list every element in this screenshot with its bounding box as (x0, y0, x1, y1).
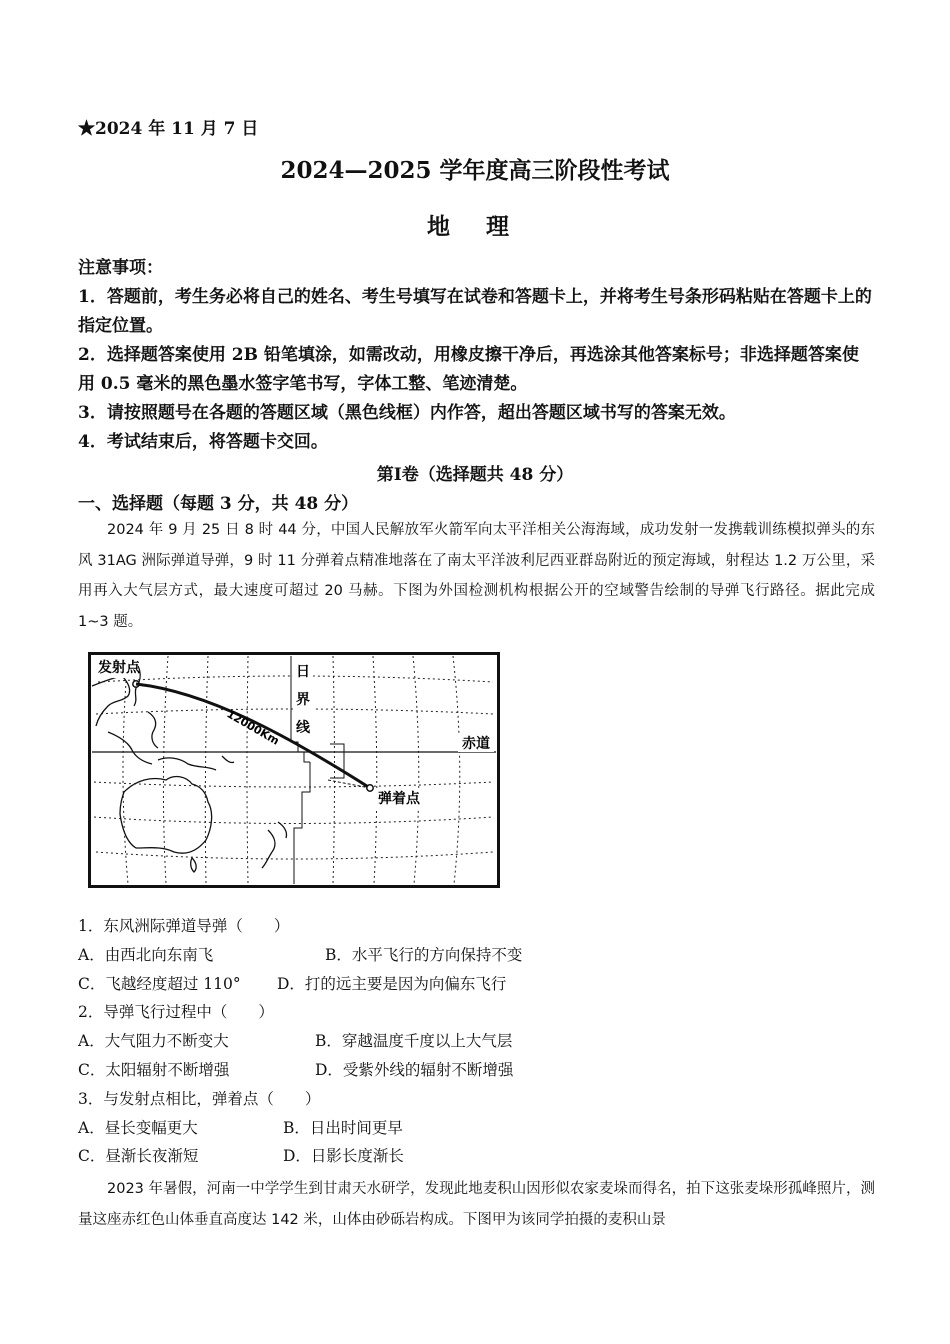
option-c[interactable]: C．飞越经度超过 110° (78, 974, 241, 993)
questions-block (78, 912, 875, 1171)
option-c[interactable]: C．太阳辐射不断增强 (78, 1060, 230, 1079)
volume-title: 第Ⅰ卷（选择题共 48 分） (376, 465, 574, 485)
option-a[interactable]: A．由西北向东南飞 (78, 945, 214, 964)
question-3-stem: 3．与发射点相比，弹着点（ ） (78, 1089, 321, 1108)
note-item: 1．答题前，考生务必将自己的姓名、考生号填写在试卷和答题卡上，并将考生号条形码粘贴在答题卡上的指定位置。 (78, 287, 872, 336)
option-b[interactable]: B．水平飞行的方向保持不变 (325, 945, 523, 964)
question-stem (78, 912, 875, 941)
option-a[interactable]: A．昼长变幅更大 (78, 1118, 198, 1137)
option-row (78, 1114, 875, 1143)
note-item: 3．请按照题号在各题的答题区域（黑色线框）内作答，超出答题区域书写的答案无效。 (78, 403, 736, 423)
question-stem (78, 1085, 875, 1114)
dateline-label (296, 664, 311, 736)
intro-text: 2024 年 9 月 25 日 8 时 44 分，中国人民解放军火箭军向太平洋相关公海海域，成功发射一发携载训练模拟弹头的东风 31AG 洲际弹道导弹，9 时 11 分弹着点精准地落在了南太平洋波利尼西亚群岛附近的预定海域，射程达 1.2 万公里，采用再入大气层方式，最大速度可超过 20 马赫。下图为外国检测机构根据公开的空域警告绘制的导弹飞行路径。据此完成 1~3 题。 (78, 522, 875, 630)
note-item: 4．考试结束后，将答题卡交回。 (78, 432, 328, 452)
impact-point-marker (367, 785, 373, 791)
equator-label: 赤道 (462, 736, 490, 752)
exam-date: ★2024 年 11 月 7 日 (78, 119, 259, 139)
option-d[interactable]: D．打的远主要是因为向偏东飞行 (277, 974, 507, 993)
svg-text:日: 日 (296, 664, 310, 680)
question-1-stem: 1．东风洲际弹道导弹（ ） (78, 917, 290, 935)
option-a[interactable]: A．大气阻力不断变大 (78, 1032, 229, 1051)
intro-paragraph-2 (78, 1174, 875, 1235)
intro-paragraph (78, 515, 875, 637)
subject-title: 地 理 (426, 213, 523, 240)
svg-text:线: 线 (296, 720, 310, 736)
note-item: 2．选择题答案使用 2B 铅笔填涂，如需改动，用橡皮擦干净后，再选涂其他答案标号；非选择题答案使用 0.5 毫米的黑色墨水签字笔书写，字体工整、笔迹清楚。 (78, 345, 859, 394)
option-row (78, 941, 875, 970)
question-2-stem: 2．导弹飞行过程中（ ） (78, 1003, 274, 1022)
option-d[interactable]: D．受紫外线的辐射不断增强 (315, 1060, 514, 1079)
option-row (78, 1142, 875, 1171)
notes-section (78, 254, 875, 457)
section-title: 一、选择题（每题 3 分，共 48 分） (78, 494, 359, 514)
intro-text-2: 2023 年暑假，河南一中学学生到甘肃天水研学，发现此地麦积山因形似农家麦垛而得名，拍下这张麦垛形孤峰照片，测量这座赤红色山体垂直高度达 142 米，山体由砂砾岩构成。下图甲为该同学拍摄的麦积山景 (78, 1181, 875, 1228)
question-stem (78, 998, 875, 1027)
option-d[interactable]: D．日影长度渐长 (283, 1147, 404, 1166)
exam-title: 2024—2025 学年度高三阶段性考试 (280, 157, 670, 184)
option-row (78, 970, 875, 999)
option-c[interactable]: C．昼渐长夜渐短 (78, 1147, 199, 1166)
option-row (78, 1056, 875, 1085)
impact-label: 弹着点 (378, 791, 420, 807)
option-row (78, 1027, 875, 1056)
distance-label: 12000Km (224, 707, 282, 748)
launch-label: 发射点 (98, 660, 140, 676)
option-b[interactable]: B．日出时间更早 (283, 1118, 403, 1137)
notes-heading: 注意事项： (78, 258, 163, 278)
option-b[interactable]: B．穿越温度千度以上大气层 (315, 1032, 513, 1051)
missile-path-map (88, 652, 500, 888)
svg-text:界: 界 (296, 692, 310, 708)
